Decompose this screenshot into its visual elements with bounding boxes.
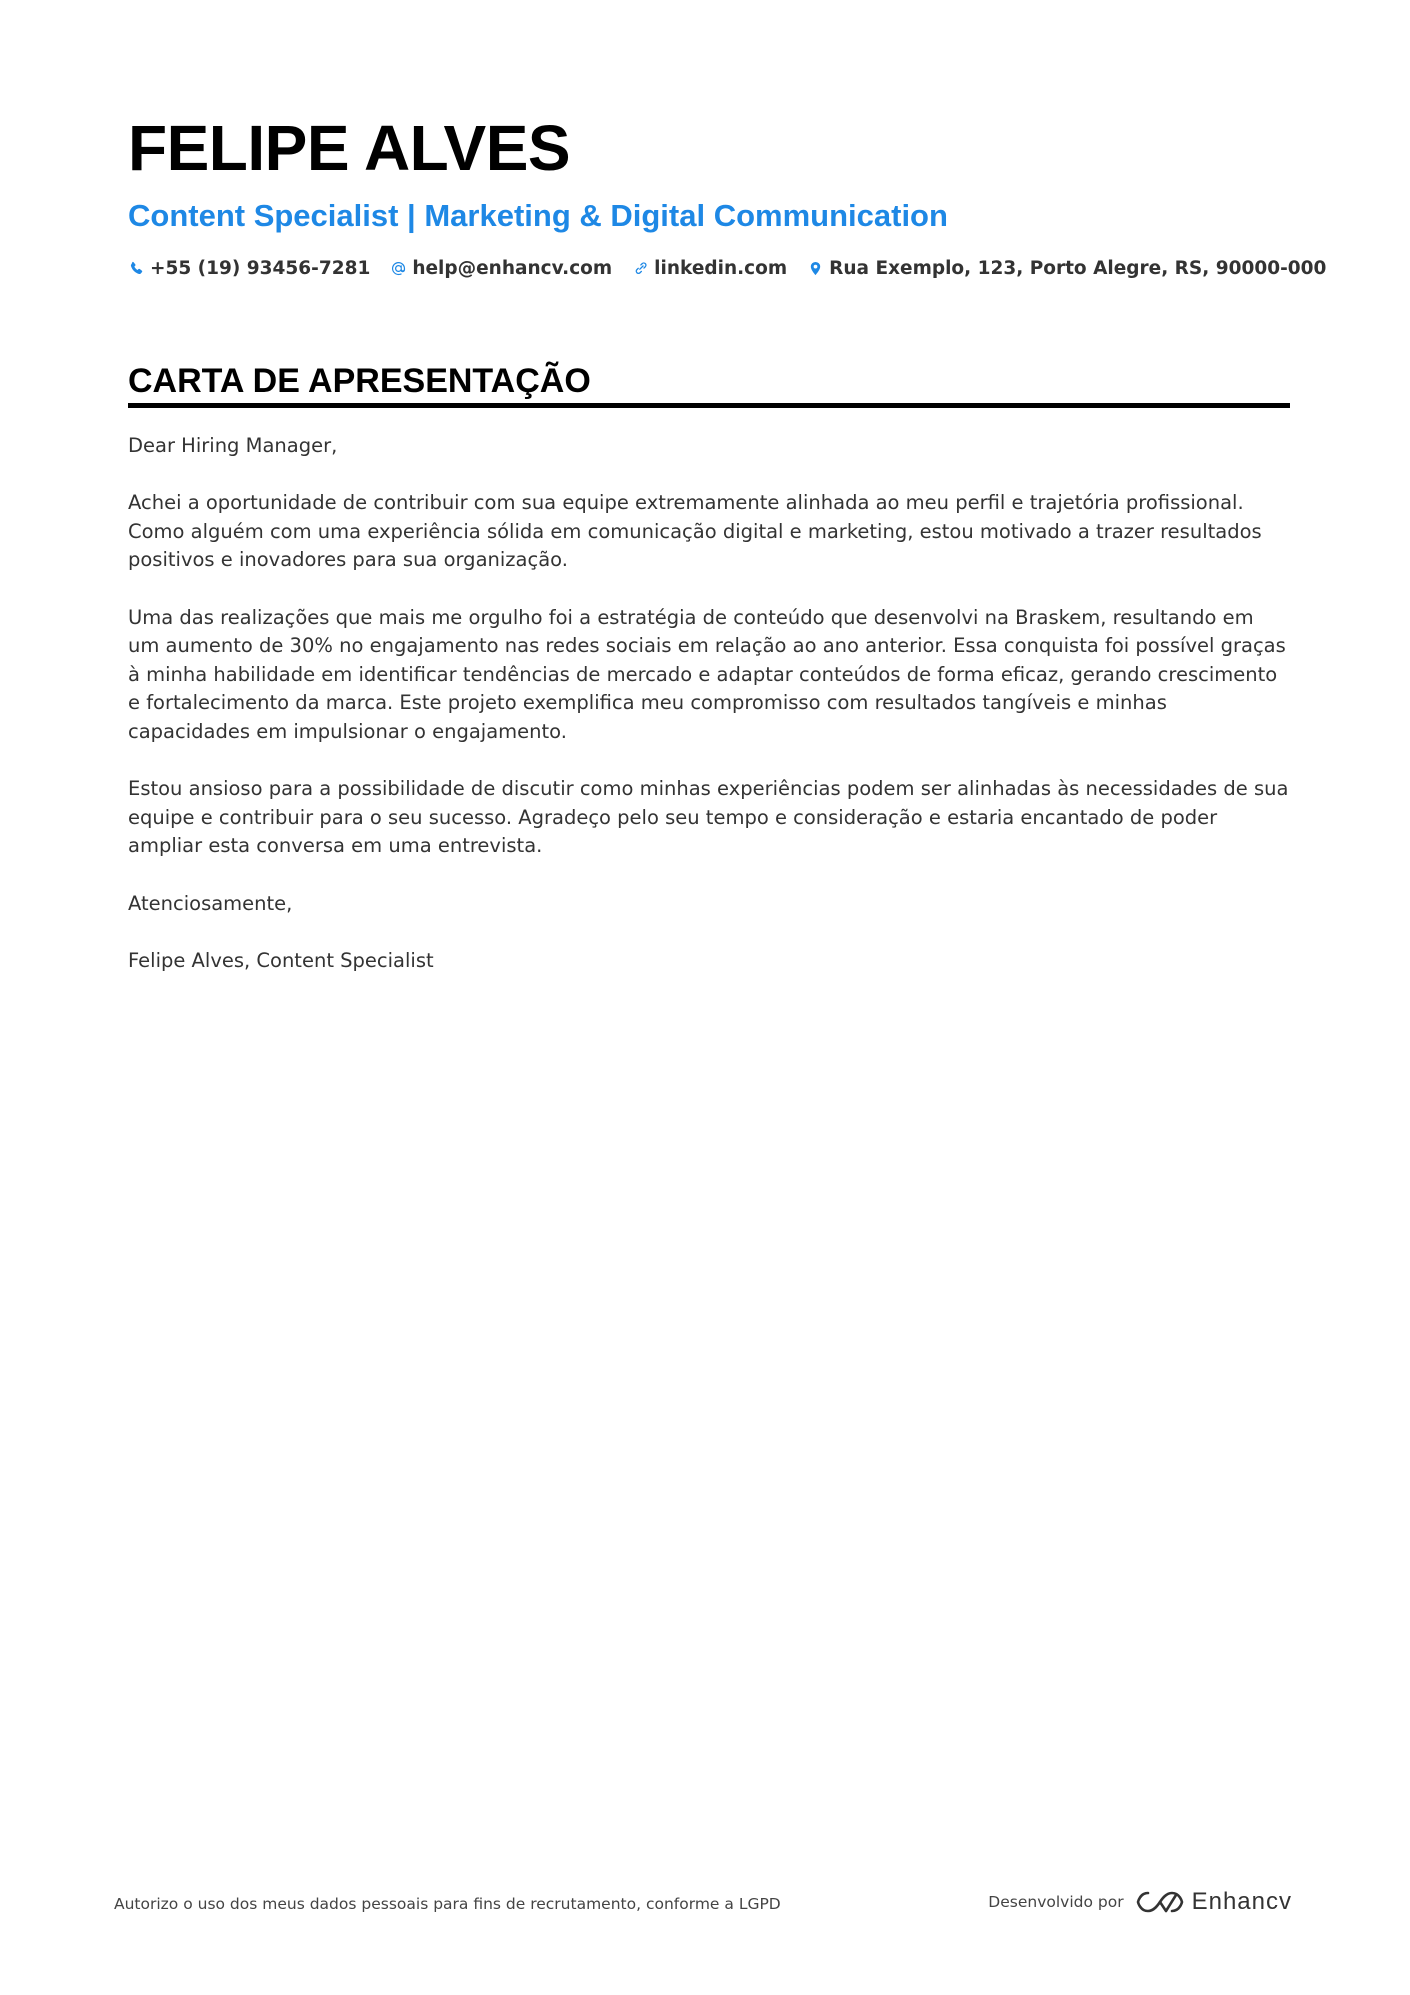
brand-logo [1136,1888,1292,1916]
link-icon [632,260,648,278]
location-pin-icon [807,260,823,278]
powered-by-label: Desenvolvido por [988,1893,1124,1911]
section-title: CARTA DE APRESENTAÇÃO [128,361,1290,408]
contact-linkedin[interactable] [632,258,787,279]
candidate-name: FELIPE ALVES [128,112,571,184]
contact-address-text: Rua Exemplo, 123, Porto Alegre, RS, 90000-000 [829,258,1327,279]
phone-icon [128,260,144,278]
enhancv-logo-icon [1136,1889,1184,1915]
letter-paragraph: Estou ansioso para a possibilidade de discutir como minhas experiências podem ser alinhadas às necessidades de sua equipe e contribuir para o seu sucesso. Agradeço pelo seu tempo e consideração e estaria encantado de poder ampliar esta conversa em uma entrevista. [128,777,1289,858]
candidate-headline: Content Specialist | Marketing & Digital Communication [128,198,948,233]
contact-email-text: help@enhancv.com [412,258,613,279]
contact-address [807,258,1326,279]
at-icon [390,260,406,278]
contact-phone-text: +55 (19) 93456-7281 [150,258,371,279]
letter-paragraph: Uma das realizações que mais me orgulho foi a estratégia de conteúdo que desenvolvi na Braskem, resultando em um aumento de 30% no engajamento nas redes sociais em relação ao ano anterior. Essa conquista foi possível graças à minha habilidade em identificar tendências de mercado e adaptar conteúdos de forma eficaz, gerando crescimento e fortalecimento da marca. Este projeto exemplifica meu compromisso com resultados tangíveis e minhas capacidades em impulsionar o engajamento. [128,605,1286,743]
letter-signature: Felipe Alves, Content Specialist [128,948,434,972]
powered-by[interactable] [988,1888,1292,1916]
contact-bar [128,258,1327,279]
brand-name: Enhancv [1191,1888,1292,1915]
contact-email[interactable] [390,258,612,279]
contact-linkedin-text: linkedin.com [654,258,788,279]
letter-greeting: Dear Hiring Manager, [128,434,338,457]
letter-paragraph: Achei a oportunidade de contribuir com sua equipe extremamente alinhada ao meu perfil e trajetória profissional. Como alguém com uma experiência sólida em comunicação digital e marketing, estou motivado a trazer resultados positivos e inovadores para sua organização. [128,491,1262,572]
letter-closing: Atenciosamente, [128,891,293,915]
contact-phone[interactable] [128,258,370,279]
consent-note: Autorizo o uso dos meus dados pessoais para fins de recrutamento, conforme a LGPD [114,1895,781,1913]
cover-letter-page [128,108,1327,1004]
letter-body [128,432,1290,975]
